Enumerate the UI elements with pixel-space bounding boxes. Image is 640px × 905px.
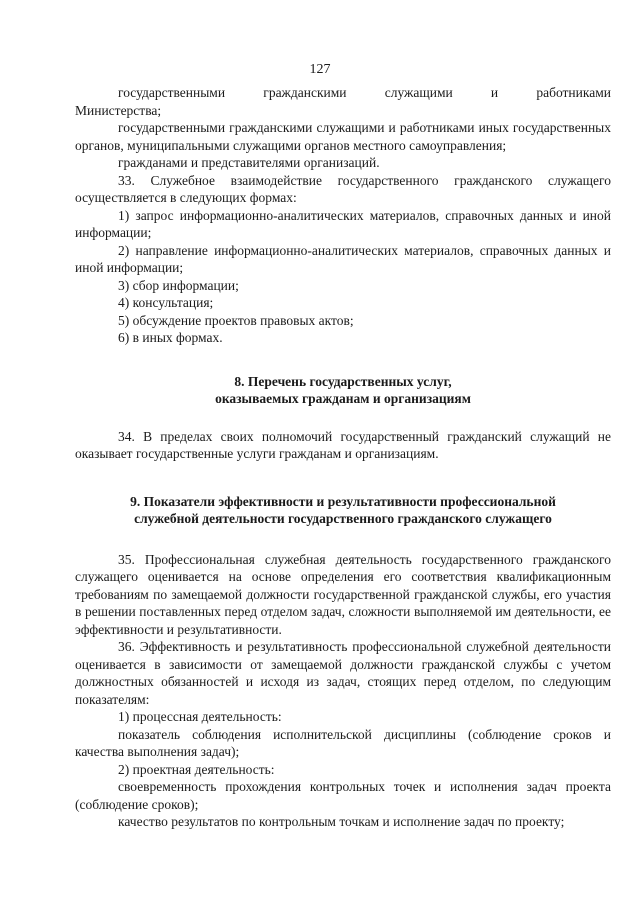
list-item-form-1: 1) запрос информационно-аналитических материалов, справочных данных и иной информации;: [75, 207, 611, 240]
list-item-form-3: 3) сбор информации;: [118, 277, 239, 293]
list-item-checkpoints-timeliness: своевременность прохождения контрольных точек и исполнения задач проекта (соблюдение сроков);: [75, 779, 611, 812]
paragraph-35: 35. Профессиональная служебная деятельность государственного гражданского служащего оценивается на основе определения его соответствия квалификационным требованиям по замещаемой должности государственной гражданской службы, его участия в решении поставленных перед отделом задач, сложности выполняемой им деятельности, ее эффективности и результативности.: [75, 551, 611, 637]
paragraph-36: 36. Эффективность и результативность профессиональной служебной деятельности оценивается в зависимости от замещаемой должности гражданской службы с учетом должностных обязанностей и исходя из задач, стоящих перед отделом, по следующим показателям:: [75, 639, 611, 707]
section-9-heading: [75, 493, 611, 528]
page-number: 127: [309, 62, 331, 77]
list-item-discipline-indicator: показатель соблюдения исполнительской дисциплины (соблюдение сроков и качества выполнения задач);: [75, 726, 611, 759]
list-item-results-quality: качество результатов по контрольным точкам и исполнение задач по проекту;: [118, 814, 565, 829]
section-8-heading: [75, 373, 611, 408]
section-9-heading-line2: служебной деятельности государственного гражданского служащего: [134, 511, 552, 526]
list-item-project-activity: 2) проектная деятельность:: [118, 761, 275, 777]
list-item-form-4: 4) консультация;: [118, 295, 214, 310]
list-item-form-5: 5) обсуждение проектов правовых актов;: [118, 312, 354, 328]
section-8-heading-line1: 8. Перечень государственных услуг,: [234, 373, 452, 389]
list-item-form-6: 6) в иных формах.: [118, 330, 223, 345]
paragraph-other-bodies: государственными гражданскими служащими и работниками иных государственных органов, муниципальными служащими органов местного самоуправления;: [75, 120, 611, 153]
page-body: [75, 84, 611, 831]
list-item-process-activity: 1) процессная деятельность:: [118, 709, 282, 724]
paragraph-34: 34. В пределах своих полномочий государственный гражданский служащий не оказывает государственные услуги гражданам и организациям.: [75, 428, 611, 461]
paragraph-civil-servants-line2: Министерства;: [75, 102, 162, 118]
section-8-heading-line2: оказываемых гражданам и организациям: [215, 391, 471, 406]
paragraph-33: 33. Служебное взаимодействие государственного гражданского служащего осуществляется в следующих формах:: [75, 172, 611, 205]
list-item-form-2: 2) направление информационно-аналитических материалов, справочных данных и иной информации;: [75, 242, 611, 275]
section-9-heading-line1: 9. Показатели эффективности и результативности профессиональной: [130, 493, 556, 509]
paragraph-civil-servants-line1: государственными гражданскими служащими и работниками: [118, 85, 611, 100]
paragraph-citizens: гражданами и представителями организаций.: [118, 155, 380, 170]
